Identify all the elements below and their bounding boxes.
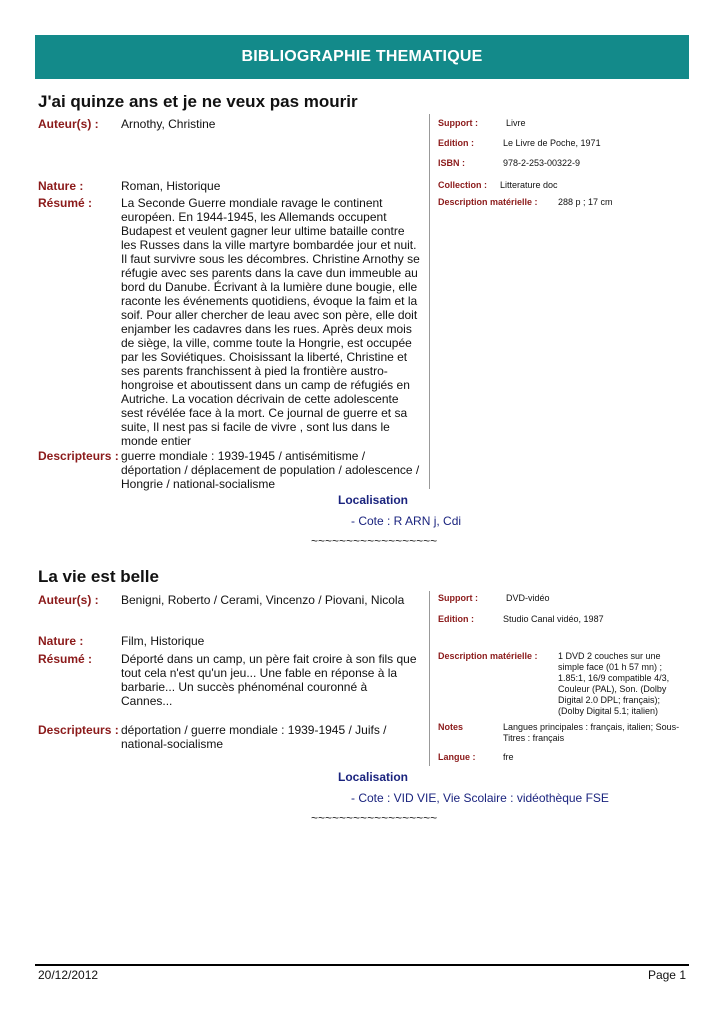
summary-label: Résumé : — [38, 196, 93, 210]
column-divider — [429, 114, 430, 489]
page-number: Page 1 — [647, 968, 686, 982]
nature-label: Nature : — [38, 179, 84, 193]
isbn-value: 978-2-253-00322-9 — [503, 158, 581, 168]
edition-value: Studio Canal vidéo, 1987 — [503, 614, 604, 624]
language-label: Langue : — [438, 752, 476, 762]
physical-description-value: 288 p ; 17 cm — [558, 197, 613, 207]
collection-value: Litterature doc — [500, 180, 558, 190]
footer-date: 20/12/2012 — [38, 968, 99, 982]
cote-value: - Cote : VID VIE, Vie Scolaire : vidéothèque FSE — [351, 791, 609, 805]
descriptors-label: Descripteurs : — [38, 723, 119, 737]
support-value: Livre — [506, 118, 526, 128]
language-value: fre — [503, 752, 514, 762]
isbn-label: ISBN : — [438, 158, 465, 168]
notes-value: Langues principales : français, italien; Sous-Titres : français — [503, 722, 680, 743]
support-label: Support : — [438, 118, 478, 128]
physical-description-value: 1 DVD 2 couches sur une simple face (01 h 57 mn) ; 1.85:1, 16/9 compatible 4/3, Couleur (PAL), Son. (Dolby Digital 2.0 DPL; français); (Dolby Digital 5.1; italien) — [558, 651, 670, 716]
descriptors-label: Descripteurs : — [38, 449, 119, 463]
descriptors-value: déportation / guerre mondiale : 1939-1945 / Juifs / national-socialisme — [121, 723, 387, 751]
record-title: La vie est belle — [38, 567, 159, 586]
cote-value: - Cote : R ARN j, Cdi — [351, 514, 462, 528]
record-title: J'ai quinze ans et je ne veux pas mourir — [38, 92, 358, 111]
edition-label: Edition : — [438, 614, 474, 624]
nature-value: Film, Historique — [121, 634, 205, 648]
author-value: Arnothy, Christine — [121, 117, 216, 131]
localisation-heading: Localisation — [338, 770, 409, 784]
column-divider — [429, 591, 430, 766]
edition-label: Edition : — [438, 138, 474, 148]
author-label: Auteur(s) : — [38, 117, 99, 131]
author-value: Benigni, Roberto / Cerami, Vincenzo / Piovani, Nicola — [121, 593, 405, 607]
footer-divider — [35, 964, 689, 966]
collection-label: Collection : — [438, 180, 487, 190]
edition-value: Le Livre de Poche, 1971 — [503, 138, 601, 148]
descriptors-value: guerre mondiale : 1939-1945 / antisémitisme / déportation / déplacement de population / adolescence / Hongrie / national-socialisme — [121, 449, 420, 491]
support-label: Support : — [438, 593, 478, 603]
physical-description-label: Description matérielle : — [438, 197, 538, 207]
summary-value: Déporté dans un camp, un père fait croire à son fils que tout cela n'est qu'un jeu... Une fable en réponse à la barbarie... Un succès phénoménal couronné à Cannes... — [121, 652, 417, 708]
localisation-heading: Localisation — [338, 493, 409, 507]
support-value: DVD-vidéo — [506, 593, 550, 603]
record-separator: ~~~~~~~~~~~~~~~~~~ — [311, 534, 438, 548]
record-separator: ~~~~~~~~~~~~~~~~~~ — [311, 811, 438, 825]
notes-label: Notes — [438, 722, 464, 732]
page-banner — [35, 35, 689, 79]
nature-label: Nature : — [38, 634, 84, 648]
page-title: BIBLIOGRAPHIE THEMATIQUE — [241, 48, 483, 65]
nature-value: Roman, Historique — [121, 179, 221, 193]
physical-description-label: Description matérielle : — [438, 651, 538, 661]
summary-label: Résumé : — [38, 652, 93, 666]
author-label: Auteur(s) : — [38, 593, 99, 607]
summary-value: La Seconde Guerre mondiale ravage le continent européen. En 1944-1945, les Allemands occupent Budapest et veulent gagner leur ultime bataille contre les Russes dans la ville martyre bombardée jour et nuit. Il faut survivre sous les décombres. Christine Arnothy se réfugie avec ses parents dans la cave dun immeuble au bord du Danube. Écrivant à la lumière dune bougie, elle raconte les événements quotidiens, évoque la faim et la soif. Pour aller chercher de leau avec son père, elle doit enjamber les cadavres dans les rues. Après deux mois de siège, la ville, comme toute la Hongrie, est occupée par les Soviétiques. Choisissant la liberté, Christine et ses parents franchissent à pied la frontière austro-hongroise et aboutissent dans un camp de réfugiés en Autriche. La vocation décrivain de cette adolescente sest révélée face à la mort. Ce journal de guerre et sa suite, Il nest pas si facile de vivre , sont lus dans le monde entier — [121, 196, 420, 448]
